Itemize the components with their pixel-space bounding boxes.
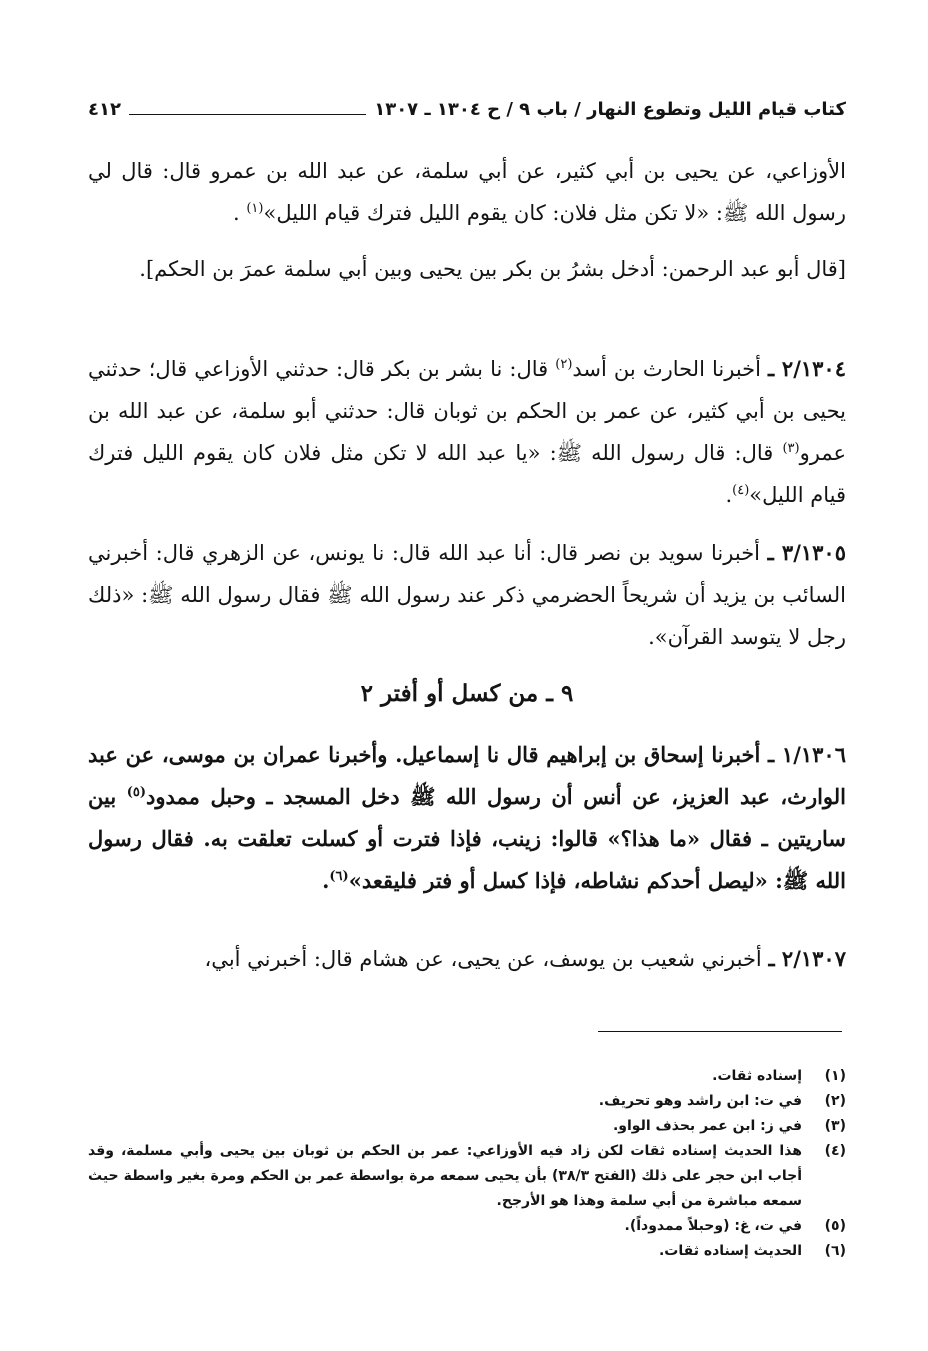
paragraph-continuation xyxy=(88,150,846,234)
hadith-number: ٢/١٣٠٧ ـ xyxy=(768,946,846,971)
hadith-1305 xyxy=(88,532,846,658)
paragraph-text: الأوزاعي، عن يحيى بن أبي كثير، عن أبي سلمة، عن عبد الله بن عمرو قال: قال لي رسول الله ﷺ: «لا تكن مثل فلان: كان يقوم الليل فترك قيام الليل» xyxy=(88,159,846,225)
editor-note xyxy=(88,248,846,290)
footnote-ref: (٤) xyxy=(732,483,750,498)
footnote-text: الحديث إسناده ثقات. xyxy=(658,1243,802,1259)
hadith-text-c: قال: قال رسول الله ﷺ: «يا عبد الله لا تكن مثل فلان كان يقوم الليل فترك قيام الليل» xyxy=(88,441,846,507)
paragraph-end: . xyxy=(232,201,247,225)
footnote-number: (٤) xyxy=(824,1143,846,1159)
footnote-ref: (٦) xyxy=(329,869,349,884)
hadith-text: أخبرنا سويد بن نصر قال: أنا عبد الله قال: نا يونس، عن الزهري قال: أخبرني السائب بن يزيد أن شريحاً الحضرمي ذكر عند رسول الله ﷺ فقال رسول الله ﷺ: «ذلك رجل لا يتوسد القرآن». xyxy=(88,541,846,649)
footnote-number: (٢) xyxy=(824,1093,846,1109)
footnotes xyxy=(88,1064,846,1264)
footnote-separator xyxy=(598,1031,842,1032)
running-title: كتاب قيام الليل وتطوع النهار / باب ٩ / ح ١٣٠٤ ـ ١٣٠٧ xyxy=(374,98,846,120)
footnote-number: (٥) xyxy=(824,1218,846,1234)
footnote-number: (١) xyxy=(824,1068,846,1084)
footnote-text: في ز: ابن عمر بحذف الواو. xyxy=(612,1118,802,1134)
footnote-text: في ت، غ: (وحبلاً ممدوداً). xyxy=(624,1218,802,1234)
hadith-number: ٣/١٣٠٥ ـ xyxy=(767,540,846,565)
footnote xyxy=(88,1214,846,1239)
footnote-text: في ت: ابن راشد وهو تحريف. xyxy=(598,1093,802,1109)
footnote-ref: (١) xyxy=(246,201,264,216)
hadith-end: . xyxy=(322,868,330,893)
header-rule xyxy=(129,114,366,115)
hadith-1307 xyxy=(88,938,846,980)
footnote-ref: (٥) xyxy=(126,785,147,800)
footnote-number: (٣) xyxy=(824,1118,846,1134)
hadith-number: ١/١٣٠٦ ـ xyxy=(768,742,846,767)
footnote-text: إسناده ثقات. xyxy=(712,1068,802,1084)
footnote xyxy=(88,1139,846,1214)
editor-note-text: [قال أبو عبد الرحمن: أدخل بشرُ بن بكر بين يحيى وبين أبي سلمة عمرَ بن الحكم]. xyxy=(139,257,846,281)
footnote-text: هذا الحديث إسناده ثقات لكن زاد فيه الأوزاعي: عمر بن الحكم بن ثوبان بين يحيى وأبي مسلمة، وقد أجاب ابن حجر على ذلك (الفتح ٣٨/٣) بأن يحيى سمعه مرة بواسطة عمر بن الحكم ومرة بغير واسطة حيث سمعه مباشرة من أبي سلمة وهذا هو الأرجح. xyxy=(88,1143,803,1209)
page-number: ٤١٢ xyxy=(88,98,121,120)
hadith-end: . xyxy=(725,483,733,507)
footnote xyxy=(88,1114,846,1139)
chapter-heading: ٩ ـ من كسل أو أفتر ٢ xyxy=(360,680,574,707)
footnote xyxy=(88,1239,846,1264)
footnote-ref: (٢) xyxy=(555,357,573,372)
hadith-text-a: أخبرنا إسحاق بن إبراهيم قال نا إسماعيل. وأخبرنا عمران بن موسى، عن عبد الوارث، عبد العزيز، عن أنس أن رسول الله ﷺ دخل المسجد ـ وحبل ممدود xyxy=(88,742,846,809)
hadith-text: أخبرني شعيب بن يوسف، عن يحيى، عن هشام قال: أخبرني أبي، xyxy=(204,947,769,971)
hadith-1306 xyxy=(88,734,846,902)
hadith-text-b: قال: نا بشر بن بكر قال: حدثني الأوزاعي قال؛ حدثني يحيى بن أبي كثير، عن عمر بن الحكم بن ثوبان قال: حدثني أبو سلمة، عن عبد الله بن عمرو xyxy=(88,357,846,465)
footnote xyxy=(88,1089,846,1114)
running-header xyxy=(88,92,846,126)
hadith-text-b: بين ساريتين ـ فقال «ما هذا؟» قالوا: زينب، فإذا فترت أو كسلت تعلقت به. فقال رسول الله ﷺ: «ليصل أحدكم نشاطه، فإذا كسل أو فتر فليقعد» xyxy=(88,784,846,893)
footnote xyxy=(88,1064,846,1089)
hadith-1304 xyxy=(88,348,846,516)
footnote-ref: (٣) xyxy=(782,441,800,456)
hadith-number: ٢/١٣٠٤ ـ xyxy=(768,356,846,381)
footnote-number: (٦) xyxy=(824,1243,846,1259)
hadith-text-a: أخبرنا الحارث بن أسد xyxy=(572,357,769,381)
